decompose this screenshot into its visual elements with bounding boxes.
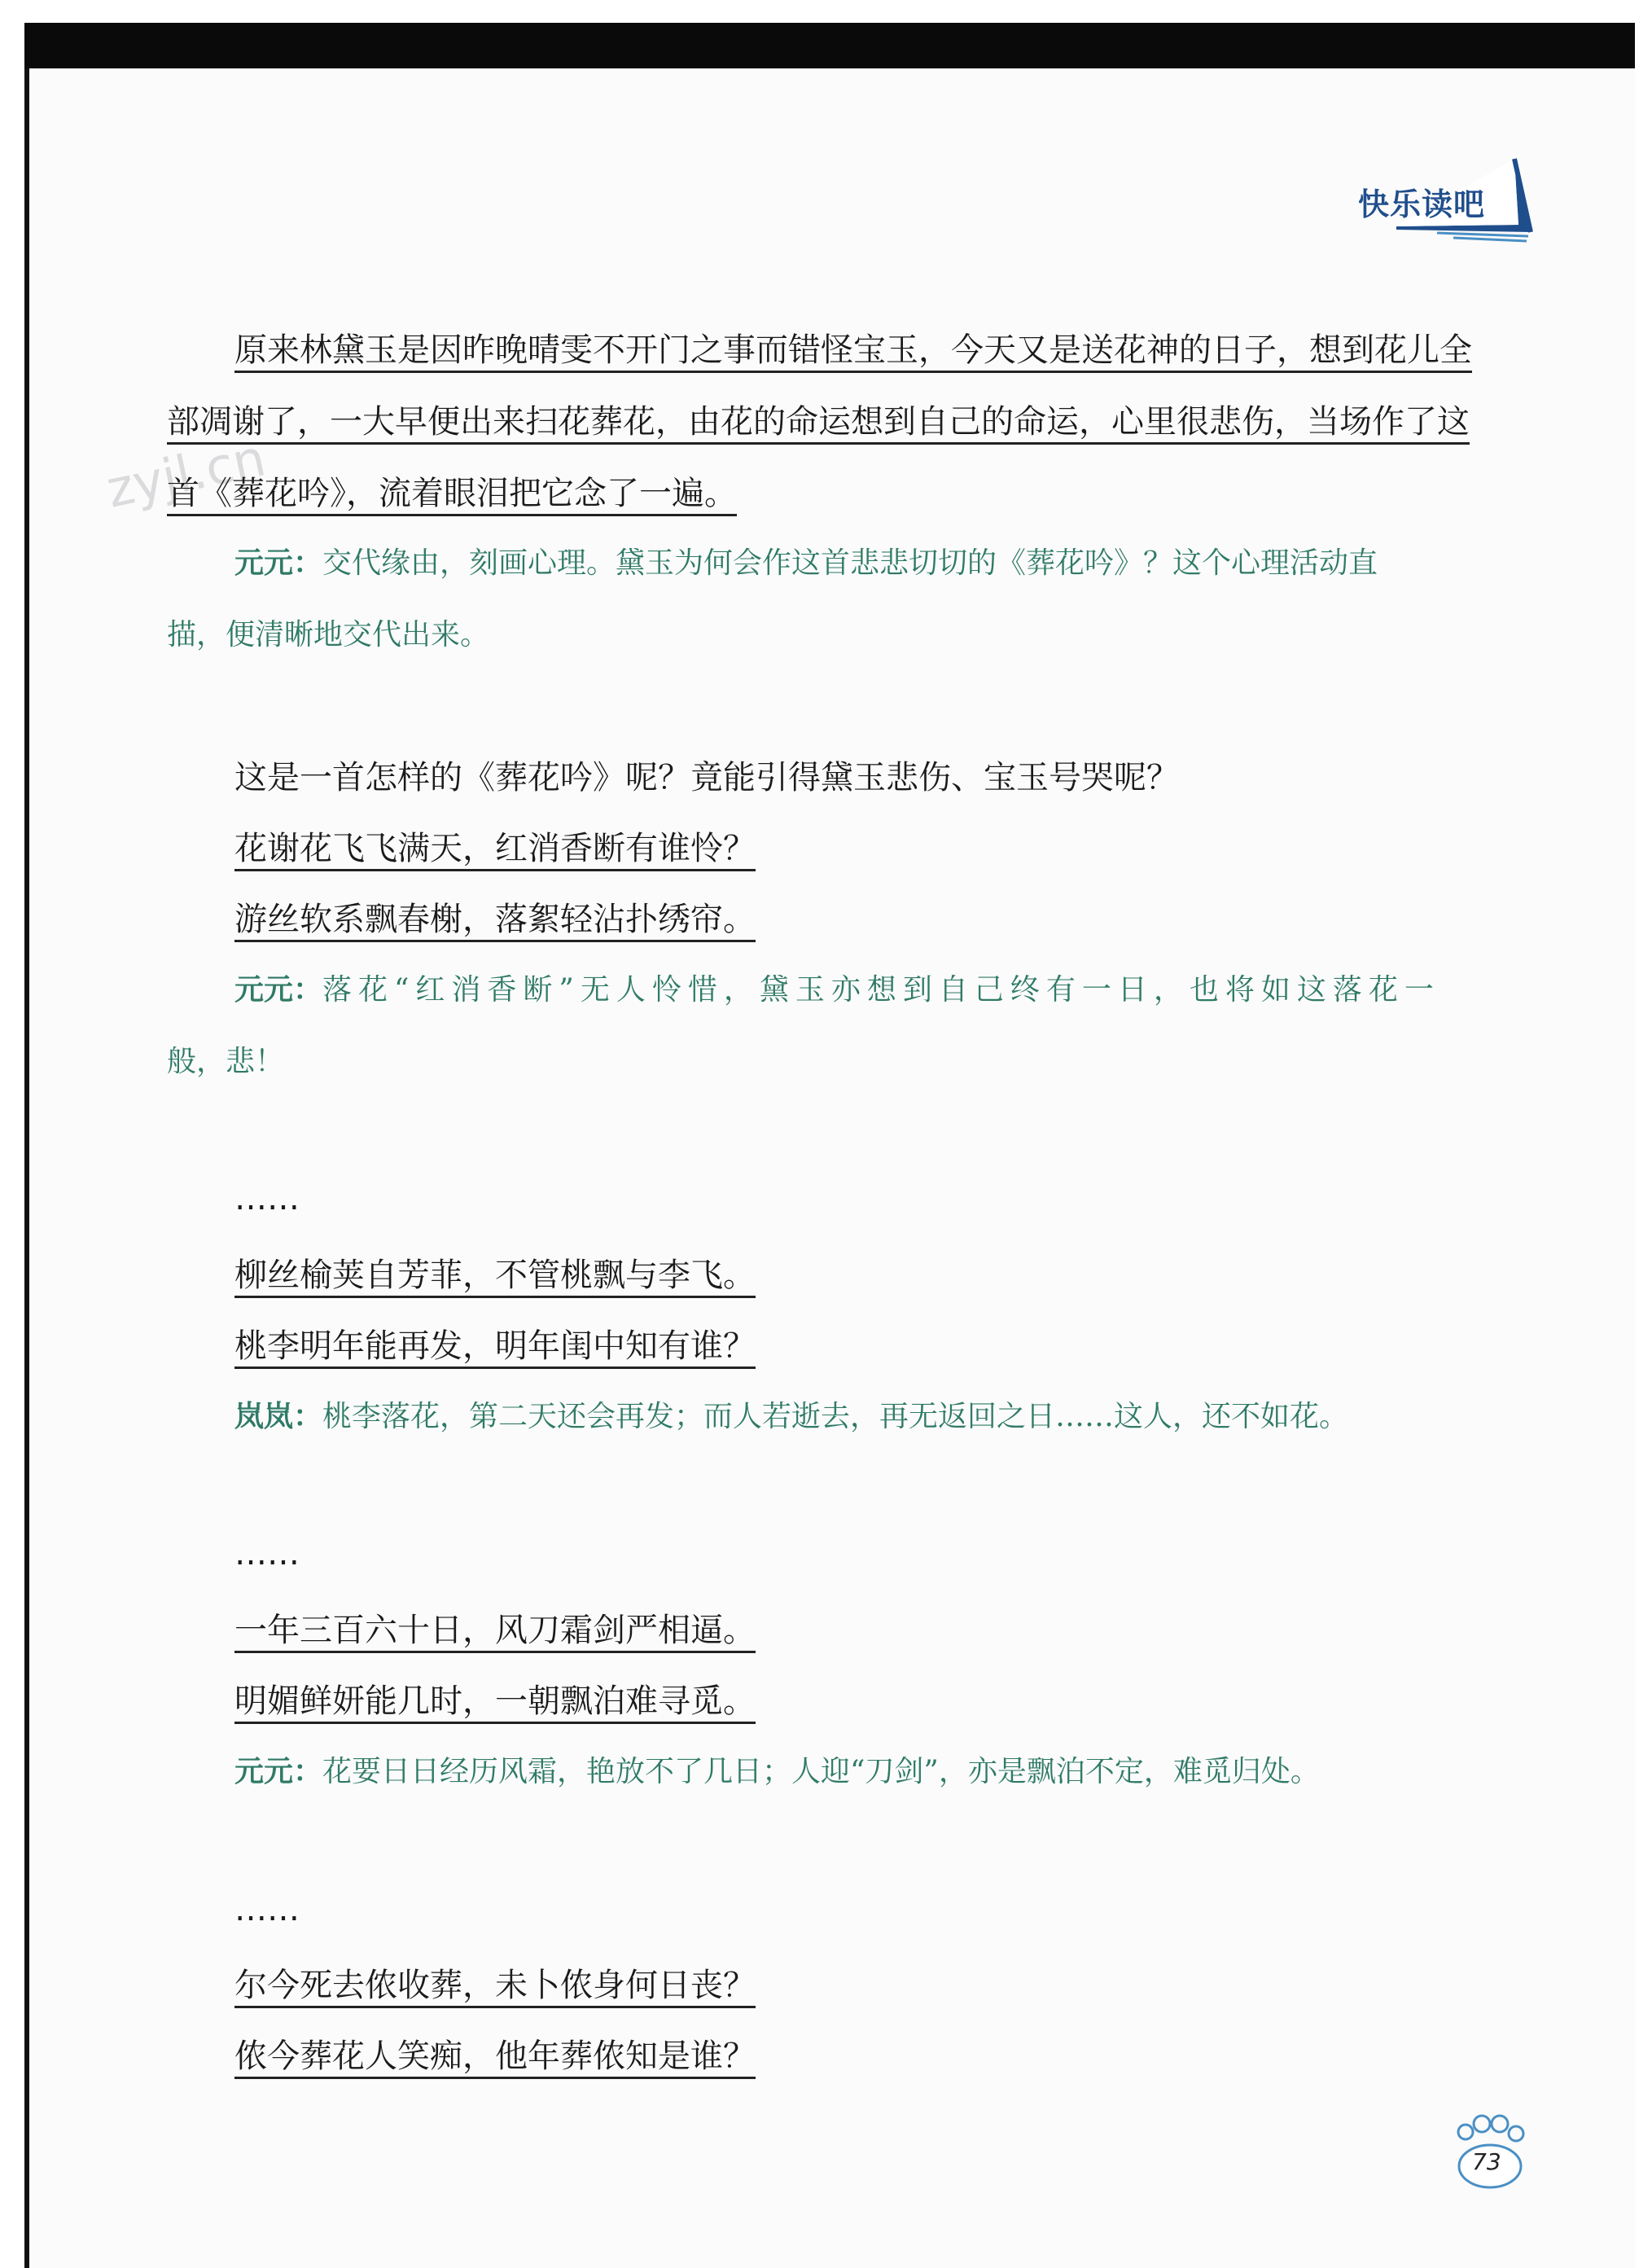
- watermark: zyjl.cn: [101, 428, 271, 520]
- comment-line: 元元：落花“红消香断”无人怜惜，黛玉亦想到自己终有一日，也将如这落花一: [234, 973, 1440, 1007]
- comment-speaker: 元元：: [234, 973, 323, 1007]
- verse-line: 尔今死去侬收葬，未卜侬身何日丧？: [234, 1963, 756, 2008]
- verse-line: 柳丝榆荚自芳菲，不管桃飘与李飞。: [234, 1252, 756, 1298]
- comment-line: 描，便清晰地交代出来。: [167, 618, 490, 651]
- ellipsis: ……: [234, 1891, 300, 1928]
- verse-line: 游丝软系飘春榭，落絮轻沾扑绣帘。: [234, 897, 756, 942]
- verse-line: 侬今葬花人笑痴，他年葬侬知是谁？: [234, 2033, 756, 2079]
- scan-top-border: [24, 23, 1635, 68]
- comment-speaker: 元元：: [234, 1755, 323, 1788]
- page-number: 73: [1472, 2148, 1501, 2175]
- ellipsis: ……: [234, 1535, 300, 1573]
- section-title: 快乐读吧: [1358, 186, 1486, 222]
- paragraph-line: 这是一首怎样的《葬花吟》呢？竟能引得黛玉悲伤、宝玉号哭呢？: [234, 759, 1179, 796]
- paragraph-line: 原来林黛玉是因昨晚晴雯不开门之事而错怪宝玉，今天又是送花神的日子，想到花儿全: [234, 327, 1472, 373]
- comment-speaker: 元元：: [234, 546, 323, 580]
- comment-line: 元元：交代缘由，刻画心理。黛玉为何会作这首悲悲切切的《葬花吟》？这个心理活动直: [234, 546, 1378, 580]
- verse-line: 明媚鲜妍能几时，一朝飘泊难寻觅。: [234, 1678, 756, 1724]
- verse-line: 桃李明年能再发，明年闺中知有谁？: [234, 1323, 756, 1369]
- comment-speaker: 岚岚：: [234, 1400, 323, 1433]
- paragraph-line: 首《葬花吟》，流着眼泪把它念了一遍。: [167, 471, 737, 516]
- verse-line: 一年三百六十日，风刀霜剑严相逼。: [234, 1608, 756, 1653]
- comment-line: 般，悲！: [167, 1045, 285, 1078]
- paragraph-line: 部凋谢了，一大早便出来扫花葬花，由花的命运想到自己的命运，心里很悲伤，当场作了这: [167, 399, 1470, 445]
- verse-line: 花谢花飞飞满天，红消香断有谁怜？: [234, 826, 756, 871]
- comment-line: 元元：花要日日经历风霜，艳放不了几日；人迎“刀剑”，亦是飘泊不定，难觅归处。: [234, 1755, 1320, 1788]
- ellipsis: ……: [234, 1180, 300, 1217]
- comment-line: 岚岚：桃李落花，第二天还会再发；而人若逝去，再无返回之日……这人，还不如花。: [234, 1400, 1349, 1433]
